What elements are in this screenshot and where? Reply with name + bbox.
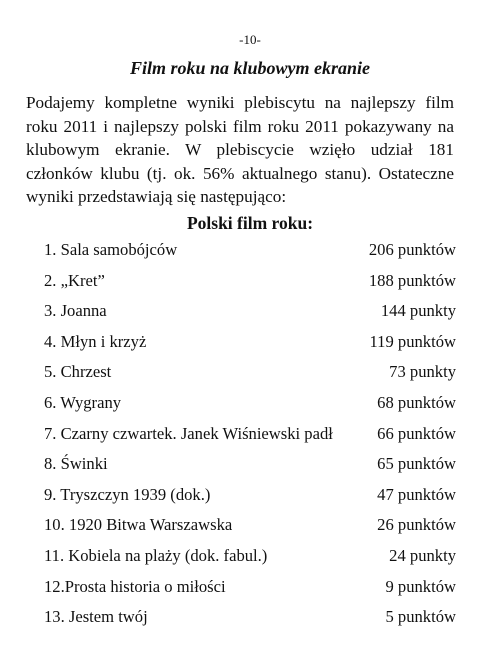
film-points: 206 punktów [368, 240, 456, 259]
page-number: -10- [239, 32, 261, 47]
film-title: 1. Sala samobójców [44, 240, 178, 259]
intro-paragraph: Podajemy kompletne wyniki plebiscytu na najlepszy film roku 2011 i najlepszy polski film roku 2011 pokazywany na klubowym ekranie. W plebiscycie wzięło udział 181 członków klubu (tj. ok. 56% aktualnego stanu). Ostateczne wyniki przedstawiają się następująco: [26, 93, 454, 206]
ranking-row [44, 454, 456, 485]
ranking-row [44, 301, 456, 332]
ranking-row [44, 546, 456, 577]
section-title: Polski film roku: [186, 213, 314, 233]
ranking-list [44, 240, 456, 638]
film-points: 188 punktów [368, 270, 456, 290]
film-title: 8. Świnki [44, 454, 108, 474]
ranking-row [44, 393, 456, 424]
article-title: Film roku na klubowym ekranie [129, 58, 371, 78]
film-points: 47 punktów [377, 484, 456, 504]
film-points: 24 punkty [389, 545, 456, 565]
film-points: 26 punktów [377, 515, 456, 535]
ranking-row [44, 515, 456, 546]
ranking-row [44, 607, 456, 638]
film-title: 5. Chrzest [44, 362, 112, 382]
film-title: 10. 1920 Bitwa Warszawska [44, 515, 233, 535]
film-title: 9. Tryszczyn 1939 (dok.) [44, 484, 211, 504]
ranking-row [44, 271, 456, 302]
ranking-row [44, 240, 456, 271]
film-title: 2. „Kret” [44, 270, 105, 290]
film-title: 7. Czarny czwartek. Janek Wiśniewski padł [44, 423, 333, 443]
film-title: 12.Prosta historia o miłości [44, 576, 226, 596]
film-points: 144 punkty [380, 301, 456, 321]
film-title: 3. Joanna [44, 301, 107, 321]
film-points: 119 punktów [369, 331, 456, 351]
ranking-row [44, 577, 456, 608]
film-points: 65 punktów [377, 454, 456, 474]
ranking-row [44, 485, 456, 516]
film-title: 6. Wygrany [44, 392, 122, 412]
ranking-row [44, 362, 456, 393]
ranking-row [44, 332, 456, 363]
film-points: 5 punktów [385, 607, 456, 627]
ranking-row [44, 424, 456, 455]
film-title: 4. Młyn i krzyż [44, 331, 147, 351]
film-points: 68 punktów [377, 392, 456, 412]
film-title: 11. Kobiela na plaży (dok. fabul.) [44, 545, 268, 565]
film-title: 13. Jestem twój [44, 607, 148, 627]
film-points: 73 punkty [389, 362, 456, 382]
film-points: 9 punktów [385, 576, 456, 596]
film-points: 66 punktów [377, 423, 456, 443]
